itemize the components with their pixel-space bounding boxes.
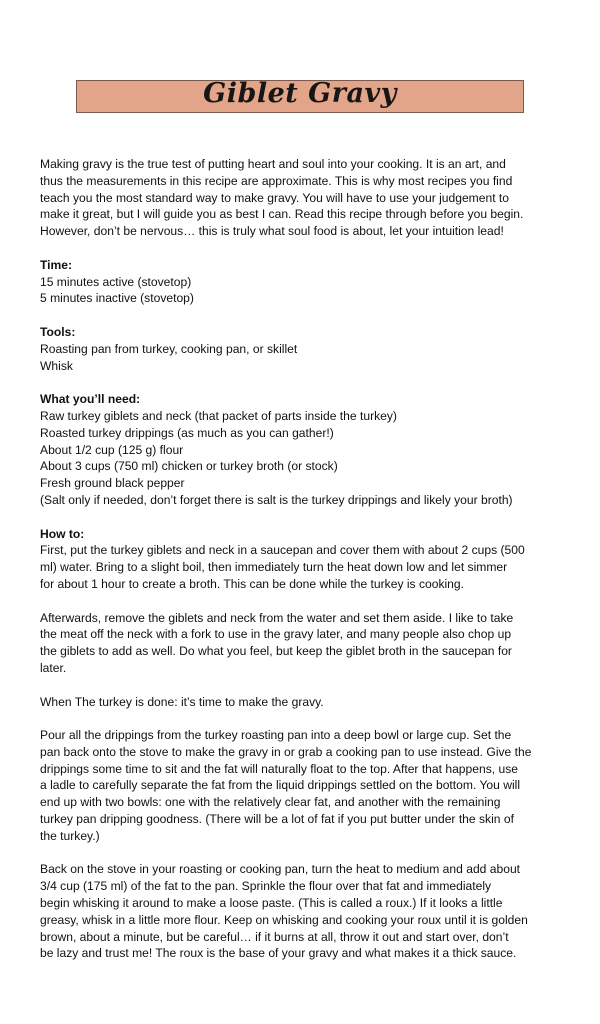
title-banner [76, 80, 524, 113]
recipe-body [40, 156, 568, 962]
ingredients-heading: What you’ll need: [40, 392, 141, 407]
tool-item: Whisk [40, 358, 73, 373]
ingredient-item: About 3 cups (750 ml) chicken or turkey broth (or stock) [40, 459, 338, 474]
howto-line: pan back onto the stove to make the gravy in or grab a cooking pan to use instead. Give the [40, 744, 532, 759]
time-heading: Time: [40, 257, 73, 272]
ingredient-item: (Salt only if needed, don’t forget there is salt is the turkey drippings and likely your broth) [40, 492, 513, 507]
howto-line: for about 1 hour to create a broth. This can be done while the turkey is cooking. [40, 576, 464, 591]
recipe-title: Giblet Gravy [203, 78, 397, 109]
intro-line: thus the measurements in this recipe are approximate. This is why most recipes you find [40, 173, 513, 188]
ingredient-item: Roasted turkey drippings (as much as you can gather!) [40, 425, 334, 440]
howto-line: Afterwards, remove the giblets and neck from the water and set them aside. I like to take [40, 610, 514, 625]
ingredient-item: About 1/2 cup (125 g) flour [40, 442, 184, 457]
howto-line: drippings some time to sit and the fat will naturally float to the top. After that happens, use [40, 761, 518, 776]
howto-line: brown, about a minute, but be careful… if it burns at all, throw it out and start over, don’t [40, 929, 509, 944]
howto-line: begin whisking it around to make a loose paste. (This is called a roux.) If it looks a little [40, 896, 503, 911]
howto-line: a ladle to carefully separate the fat from the liquid drippings settled on the bottom. You will [40, 778, 521, 793]
howto-line: the turkey.) [40, 828, 100, 843]
howto-line: end up with two bowls: one with the relatively clear fat, and another with the remaining [40, 795, 501, 810]
intro-line: make it great, but I will guide you as best I can. Read this recipe through before you begin. [40, 207, 524, 222]
howto-heading: How to: [40, 526, 85, 541]
time-item: 5 minutes inactive (stovetop) [40, 291, 194, 306]
ingredient-item: Raw turkey giblets and neck (that packet of parts inside the turkey) [40, 408, 397, 423]
tools-heading: Tools: [40, 324, 76, 339]
time-item: 15 minutes active (stovetop) [40, 274, 192, 289]
howto-line: turkey pan dripping goodness. (There will be a lot of fat if you put butter under the skin of [40, 812, 514, 827]
howto-line: ml) water. Bring to a slight boil, then immediately turn the heat down low and let simmer [40, 560, 508, 575]
intro-line: Making gravy is the true test of putting heart and soul into your cooking. It is an art, and [40, 157, 506, 171]
intro-line: teach you the most standard way to make gravy. You will have to use your judgement to [40, 190, 510, 205]
howto-line: later. [40, 660, 67, 675]
howto-line: Pour all the drippings from the turkey roasting pan into a deep bowl or large cup. Set the [40, 728, 512, 743]
ingredient-item: Fresh ground black pepper [40, 476, 185, 491]
tool-item: Roasting pan from turkey, cooking pan, or skillet [40, 341, 298, 356]
howto-line: the giblets to add as well. Do what you feel, but keep the giblet broth in the saucepan for [40, 644, 512, 659]
howto-line: Back on the stove in your roasting or cooking pan, turn the heat to medium and add about [40, 862, 521, 877]
howto-line: First, put the turkey giblets and neck in a saucepan and cover them with about 2 cups (500 [40, 543, 525, 558]
howto-line: 3/4 cup (175 ml) of the fat to the pan. Sprinkle the flour over that fat and immediately [40, 879, 492, 894]
intro-line: However, don’t be nervous… this is truly what soul food is about, let your intuition lead! [40, 224, 504, 239]
howto-line: When The turkey is done: it’s time to make the gravy. [40, 694, 324, 709]
howto-line: be lazy and trust me! The roux is the base of your gravy and what makes it a thick sauce. [40, 946, 517, 961]
howto-line: the meat off the neck with a fork to use in the gravy later, and many people also chop up [40, 627, 512, 642]
howto-line: greasy, whisk in a little more flour. Keep on whisking and cooking your roux until it is golden [40, 912, 528, 927]
